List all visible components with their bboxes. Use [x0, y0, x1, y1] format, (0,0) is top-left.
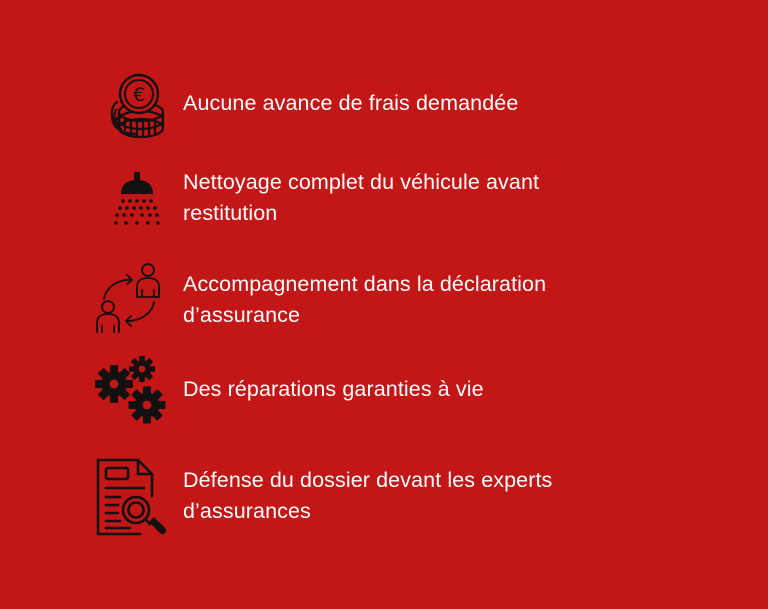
document-search-icon [94, 456, 168, 538]
shower-icon [111, 172, 163, 228]
feature-label: Des réparations garanties à vie [183, 377, 484, 401]
euro-coins-icon [107, 72, 167, 140]
gears-icon [94, 355, 170, 427]
svg-text:€: € [132, 84, 146, 106]
feature-label: Défense du dossier devant les experts d’assurances [183, 468, 553, 523]
people-exchange-icon [94, 261, 164, 333]
feature-label: Accompagnement dans la déclaration d’assurance [183, 272, 547, 327]
feature-label: Nettoyage complet du véhicule avant restitution [183, 170, 540, 225]
feature-label: Aucune avance de frais demandée [183, 91, 519, 115]
